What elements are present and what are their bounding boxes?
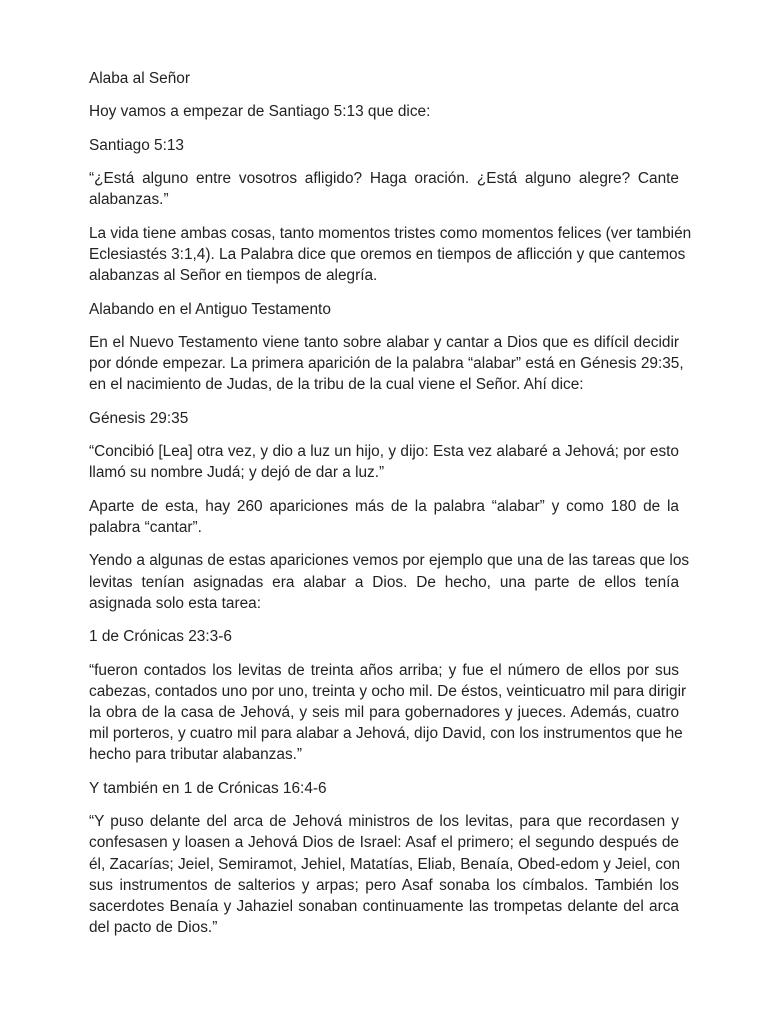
text-line: hecho para tributar alabanzas.” (89, 746, 303, 764)
text-line: Y también en 1 de Crónicas 16:4-6 (89, 779, 327, 797)
text-line: “Concibió [Lea] otra vez, y dio a luz un hijo, y dijo: Esta vez alabaré a Jehová; por esto (89, 443, 679, 461)
text-line: cabezas, contados uno por uno, treinta y ocho mil. De éstos, veinticuatro mil para dirigir (89, 682, 687, 700)
document-paragraph (89, 778, 679, 799)
text-line: Aparte de esta, hay 260 apariciones más de la palabra “alabar” y como 180 de la (89, 497, 679, 515)
text-line: mil porteros, y cuatro mil para alabar a Jehová, dijo David, con los instrumentos que he (89, 725, 683, 743)
text-line: “Y puso delante del arca de Jehová ministros de los levitas, para que recordasen y (89, 813, 679, 831)
text-line: la obra de la casa de Jehová, y seis mil para gobernadores y jueces. Además, cuatro (89, 703, 679, 721)
document-paragraph (89, 496, 679, 538)
text-line: confesasen y loasen a Jehová Dios de Israel: Asaf el primero; el segundo después de (89, 834, 679, 852)
text-line: él, Zacarías; Jeiel, Semiramot, Jehiel, Matatías, Eliab, Benaía, Obed-edom y Jeiel, con (89, 855, 681, 873)
text-line: palabra “cantar”. (89, 518, 202, 536)
text-line: La vida tiene ambas cosas, tanto momentos tristes como momentos felices (ver también (89, 224, 692, 242)
document-paragraph (89, 811, 679, 938)
text-line: Alabando en el Antiguo Testamento (89, 300, 331, 318)
document-paragraph (89, 441, 679, 483)
document-paragraph (89, 101, 679, 122)
document-paragraph (89, 660, 687, 766)
text-line: Eclesiastés 3:1,4). La Palabra dice que oremos en tiempos de aflicción y que cantemos (89, 245, 686, 263)
text-line: Hoy vamos a empezar de Santiago 5:13 que dice: (89, 103, 431, 121)
text-line: “fueron contados los levitas de treinta años arriba; y fue el número de ellos por sus (89, 661, 679, 679)
text-line: levitas tenían asignadas era alabar a Dios. De hecho, una parte de ellos tenía (89, 573, 679, 591)
document-paragraph (89, 550, 690, 614)
text-line: en el nacimiento de Judas, de la tribu de la cual viene el Señor. Ahí dice: (89, 376, 584, 394)
document-paragraph (89, 332, 684, 396)
text-line: Santiago 5:13 (89, 136, 184, 154)
text-line: llamó su nombre Judá; y dejó de dar a luz.” (89, 464, 385, 482)
document-page (89, 68, 692, 951)
text-line: 1 de Crónicas 23:3-6 (89, 628, 232, 646)
document-paragraph (89, 223, 692, 287)
text-line: “¿Está alguno entre vosotros afligido? Haga oración. ¿Está alguno alegre? Cante (89, 170, 679, 188)
text-line: Génesis 29:35 (89, 409, 189, 427)
text-line: sus instrumentos de salterios y arpas; pero Asaf sonaba los címbalos. También los (89, 876, 679, 894)
text-line: Yendo a algunas de estas apariciones vemos por ejemplo que una de las tareas que los (89, 552, 690, 570)
text-line: En el Nuevo Testamento viene tanto sobre alabar y cantar a Dios que es difícil decidir (89, 333, 679, 351)
text-line: alabanzas.” (89, 191, 169, 209)
text-line: asignada solo esta tarea: (89, 594, 261, 612)
document-paragraph (89, 299, 679, 320)
text-line: sacerdotes Benaía y Jahaziel sonaban continuamente las trompetas delante del arca (89, 897, 679, 915)
document-paragraph (89, 168, 679, 210)
document-paragraph (89, 408, 679, 429)
document-paragraph (89, 135, 679, 156)
text-line: Alaba al Señor (89, 70, 190, 87)
document-paragraph (89, 626, 679, 647)
text-line: alabanzas al Señor en tiempos de alegría. (89, 267, 378, 285)
document-paragraph (89, 68, 679, 89)
text-line: del pacto de Dios.” (89, 919, 218, 937)
text-line: por dónde empezar. La primera aparición de la palabra “alabar” está en Génesis 29:35, (89, 355, 684, 373)
